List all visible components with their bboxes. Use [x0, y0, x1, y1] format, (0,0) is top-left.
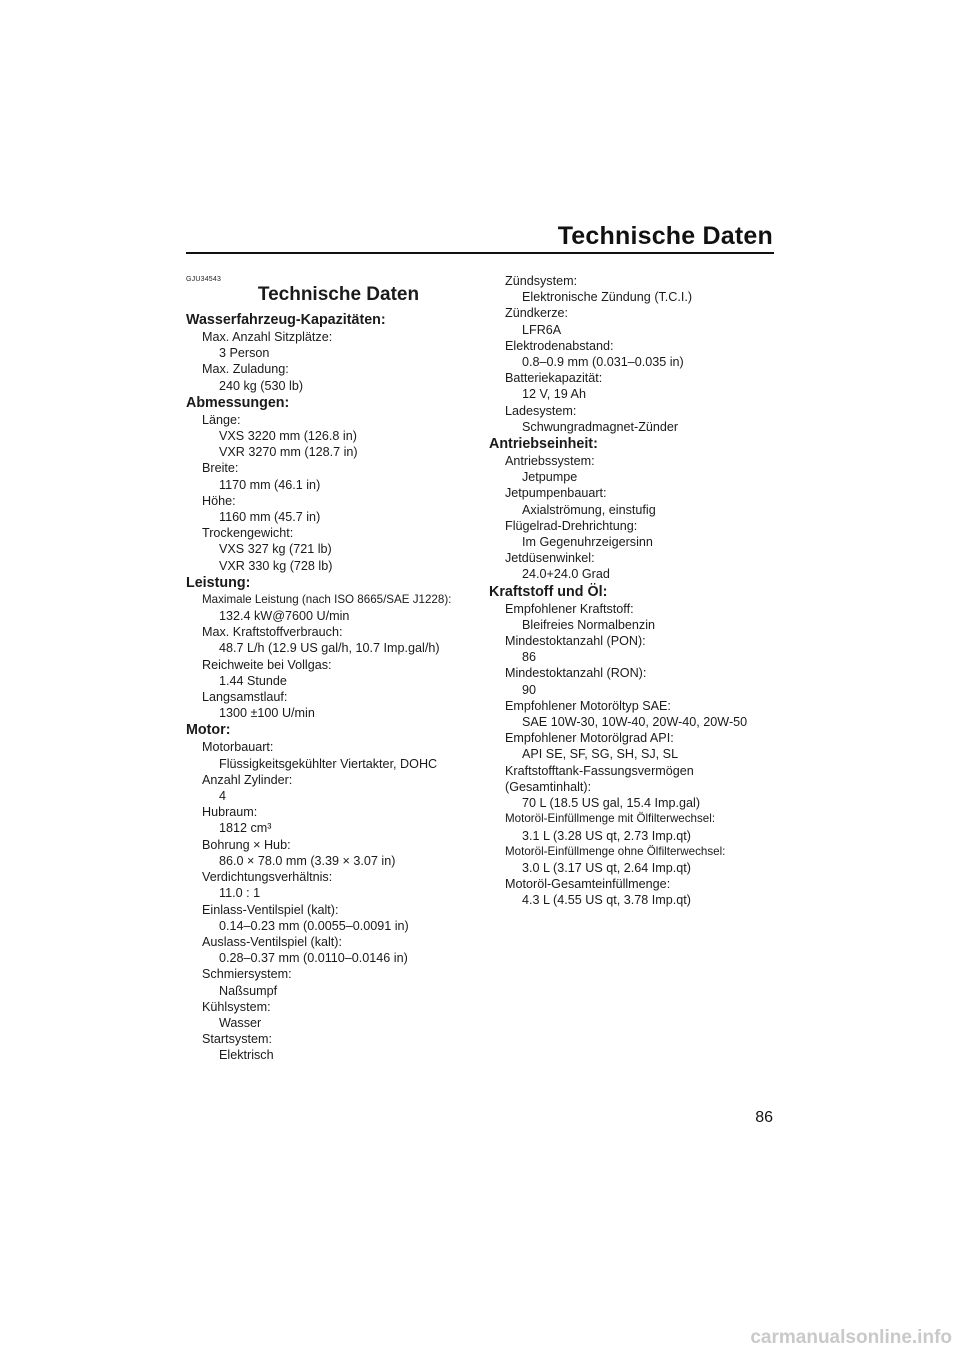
- spec-label: Verdichtungsverhältnis:: [202, 870, 333, 885]
- spec-value: VXS 327 kg (721 lb): [219, 542, 332, 557]
- spec-value: Naßsumpf: [219, 983, 278, 998]
- spec-label: Jetpumpenbauart:: [505, 486, 607, 501]
- spec-section-heading: Kraftstoff und Öl:: [489, 583, 608, 600]
- spec-label: Kraftstofftank-Fassungsvermögen: [505, 763, 694, 778]
- spec-label: Maximale Leistung (nach ISO 8665/SAE J1228):: [202, 592, 452, 606]
- spec-label: Batteriekapazität:: [505, 371, 603, 386]
- spec-label: Mindestoktanzahl (RON):: [505, 666, 647, 681]
- spec-label: Flügelrad-Drehrichtung:: [505, 518, 638, 533]
- spec-label: Motoröl-Einfüllmenge mit Ölfilterwechsel:: [505, 812, 716, 826]
- spec-label: Empfohlener Kraftstoff:: [505, 601, 634, 616]
- spec-value: 3.0 L (3.17 US qt, 2.64 Imp.qt): [522, 860, 691, 875]
- spec-label: Bohrung × Hub:: [202, 837, 291, 852]
- spec-section-heading: Wasserfahrzeug-Kapazitäten:: [186, 312, 386, 328]
- spec-label: Ladesystem:: [505, 403, 577, 418]
- spec-value: Elektrisch: [219, 1048, 274, 1063]
- spec-value: Jetpumpe: [522, 470, 578, 485]
- spec-label: Empfohlener Motoröltyp SAE:: [505, 698, 671, 713]
- left-column: [186, 275, 471, 1064]
- spec-label: Empfohlener Motorölgrad API:: [505, 731, 674, 746]
- section-main-heading: Technische Daten: [257, 284, 420, 305]
- spec-label: Max. Anzahl Sitzplätze:: [202, 330, 333, 344]
- spec-value: API SE, SF, SG, SH, SJ, SL: [522, 747, 679, 762]
- spec-value: Bleifreies Normalbenzin: [522, 617, 655, 632]
- spec-value: 1160 mm (45.7 in): [219, 510, 321, 525]
- spec-value: Schwungradmagnet-Zünder: [522, 419, 679, 434]
- spec-label: Jetdüsenwinkel:: [505, 551, 595, 566]
- spec-label: Max. Kraftstoffverbrauch:: [202, 625, 343, 640]
- spec-value: 4.3 L (4.55 US qt, 3.78 Imp.qt): [522, 893, 691, 908]
- page-number: 86: [755, 1109, 773, 1126]
- spec-value: Elektronische Zündung (T.C.I.): [522, 290, 693, 305]
- watermark: carmanualsonline.info: [750, 1327, 952, 1348]
- spec-value: 12 V, 19 Ah: [522, 387, 586, 402]
- spec-label: Einlass-Ventilspiel (kalt):: [202, 902, 339, 917]
- spec-value: 240 kg (530 lb): [219, 378, 304, 393]
- spec-label: Motorbauart:: [202, 740, 274, 755]
- spec-value: Im Gegenuhrzeigersinn: [522, 535, 653, 550]
- document-code: GJU34543: [186, 276, 222, 283]
- spec-value: 3 Person: [219, 346, 270, 361]
- spec-value: 86: [522, 650, 537, 665]
- left-spec-list: [186, 311, 471, 1064]
- spec-label: Höhe:: [202, 493, 236, 508]
- spec-label: Anzahl Zylinder:: [202, 772, 293, 787]
- spec-label: Reichweite bei Vollgas:: [202, 657, 332, 672]
- spec-value: VXR 330 kg (728 lb): [219, 558, 333, 573]
- spec-section-heading: Abmessungen:: [186, 394, 290, 411]
- spec-value: Flüssigkeitsgekühlter Viertakter, DOHC: [219, 756, 438, 771]
- spec-section-heading: Antriebseinheit:: [489, 436, 598, 453]
- spec-value: 70 L (18.5 US gal, 15.4 Imp.gal): [522, 796, 701, 811]
- spec-label: Kühlsystem:: [202, 999, 271, 1014]
- spec-label: Max. Zuladung:: [202, 362, 289, 377]
- spec-label: Langsamstlauf:: [202, 690, 288, 705]
- spec-label: Hubraum:: [202, 805, 258, 820]
- spec-label: Mindestoktanzahl (PON):: [505, 634, 646, 649]
- spec-label: Auslass-Ventilspiel (kalt):: [202, 934, 342, 949]
- spec-value: 1170 mm (46.1 in): [219, 477, 321, 492]
- spec-value: 1812 cm³: [219, 821, 272, 836]
- spec-value: LFR6A: [522, 322, 562, 337]
- spec-value: Axialströmung, einstufig: [522, 502, 656, 517]
- spec-section-heading: Motor:: [186, 722, 231, 739]
- header-divider: [186, 252, 774, 254]
- spec-label: (Gesamtinhalt):: [505, 779, 592, 794]
- spec-value: 86.0 × 78.0 mm (3.39 × 3.07 in): [219, 853, 396, 868]
- spec-value: 48.7 L/h (12.9 US gal/h, 10.7 Imp.gal/h): [219, 641, 440, 656]
- spec-value: 1300 ±100 U/min: [219, 706, 315, 721]
- spec-value: 4: [219, 789, 227, 804]
- spec-section-heading: Leistung:: [186, 574, 251, 591]
- spec-label: Motoröl-Einfüllmenge ohne Ölfilterwechsel:: [505, 844, 726, 858]
- spec-label: Elektrodenabstand:: [505, 338, 614, 353]
- spec-value: 1.44 Stunde: [219, 673, 287, 688]
- spec-value: 3.1 L (3.28 US qt, 2.73 Imp.qt): [522, 828, 691, 843]
- spec-value: 11.0 : 1: [219, 886, 261, 901]
- spec-label: Trockengewicht:: [202, 526, 294, 541]
- spec-label: Motoröl-Gesamteinfüllmenge:: [505, 877, 671, 892]
- spec-label: Zündsystem:: [505, 274, 578, 288]
- spec-value: Wasser: [219, 1015, 262, 1030]
- spec-value: SAE 10W-30, 10W-40, 20W-40, 20W-50: [522, 715, 748, 730]
- spec-value: 0.28–0.37 mm (0.0110–0.0146 in): [219, 951, 408, 966]
- right-spec-list: [489, 273, 779, 909]
- spec-label: Schmiersystem:: [202, 967, 292, 982]
- spec-value: 90: [522, 682, 537, 697]
- spec-label: Antriebssystem:: [505, 454, 595, 469]
- spec-value: 0.8–0.9 mm (0.031–0.035 in): [522, 355, 684, 370]
- spec-label: Breite:: [202, 461, 239, 476]
- spec-value: VXS 3220 mm (126.8 in): [219, 429, 357, 444]
- spec-value: 24.0+24.0 Grad: [522, 567, 610, 582]
- right-column: [489, 273, 779, 909]
- page-header-title: Technische Daten: [557, 222, 773, 250]
- spec-label: Länge:: [202, 412, 241, 427]
- spec-value: 0.14–0.23 mm (0.0055–0.0091 in): [219, 918, 409, 933]
- spec-value: VXR 3270 mm (128.7 in): [219, 445, 358, 460]
- spec-value: 132.4 kW@7600 U/min: [219, 609, 350, 624]
- spec-label: Zündkerze:: [505, 306, 568, 321]
- spec-label: Startsystem:: [202, 1032, 272, 1047]
